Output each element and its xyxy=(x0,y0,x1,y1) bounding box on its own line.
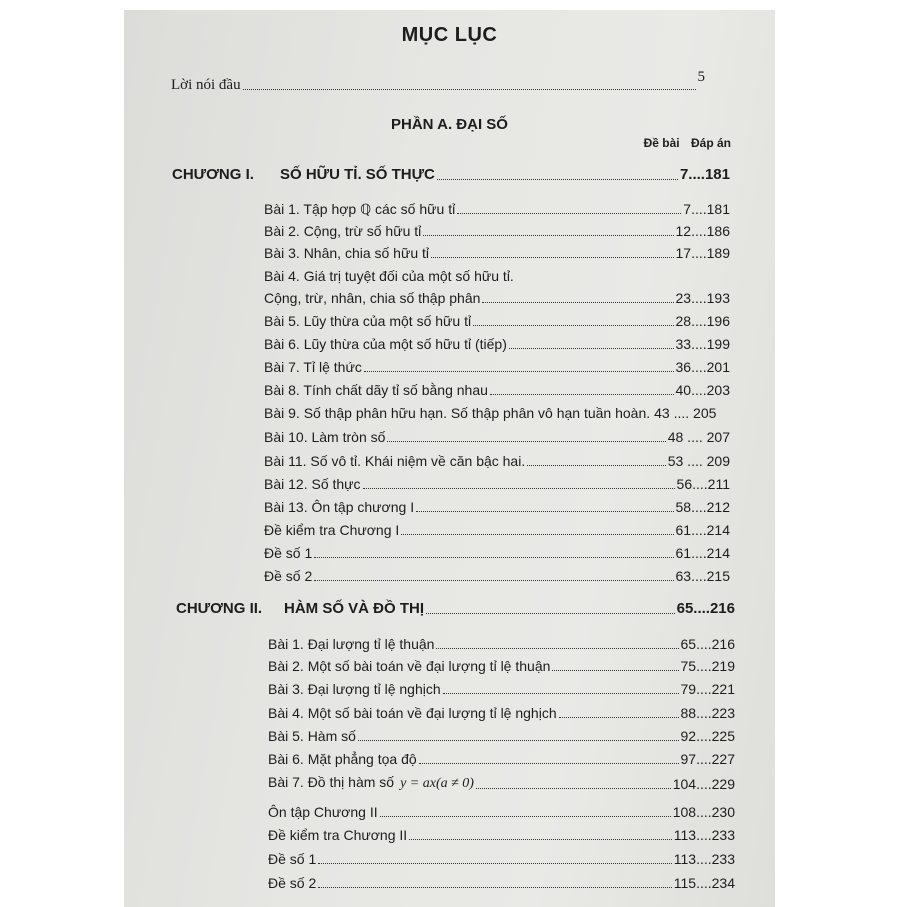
toc-page: 5 xyxy=(697,69,705,85)
dot-leader xyxy=(431,256,673,258)
section-heading: PHẦN A. ĐẠI SỐ xyxy=(391,116,508,133)
dot-leader xyxy=(318,886,672,888)
toc-label: Bài 3. Đại lượng tỉ lệ nghịch xyxy=(268,681,441,697)
toc-chapter-1 xyxy=(172,166,730,184)
toc-label: Cộng, trừ, nhân, chia số thập phân xyxy=(264,290,481,306)
dot-leader xyxy=(387,440,665,442)
toc-label: Bài 9. Số thập phân hữu hạn. Số thập phân vô hạn tuần hoàn. xyxy=(264,405,651,421)
toc-label: Bài 7. Tỉ lệ thức xyxy=(264,359,362,375)
dot-leader xyxy=(473,324,673,326)
toc-page: 58....212 xyxy=(675,499,730,515)
toc-label: Đề kiểm tra Chương I xyxy=(264,522,400,538)
dot-leader xyxy=(358,739,679,741)
dot-leader xyxy=(380,815,671,817)
toc-label: Bài 5. Lũy thừa của một số hữu tỉ xyxy=(264,313,472,329)
column-headers xyxy=(644,136,731,150)
toc-label: Bài 2. Một số bài toán về đại lượng tỉ lệ thuận xyxy=(268,658,551,674)
dot-leader xyxy=(314,556,673,558)
toc-page: 23....193 xyxy=(675,290,730,306)
toc-row-intro xyxy=(171,69,705,94)
toc-label: Bài 12. Số thực xyxy=(264,476,361,492)
dot-leader xyxy=(436,647,678,649)
toc-row xyxy=(268,850,735,868)
toc-page: 65....216 xyxy=(676,600,735,617)
toc-row xyxy=(264,452,730,470)
column-header-answer: Đáp án xyxy=(690,136,731,150)
toc-row xyxy=(268,773,735,793)
toc-label: Bài 2. Cộng, trừ số hữu tỉ xyxy=(264,223,422,239)
chapter-title: SỐ HỮU TỈ. SỐ THỰC xyxy=(280,166,435,183)
toc-page: 104....229 xyxy=(672,776,735,792)
dot-leader xyxy=(401,533,673,535)
chapter-number: CHƯƠNG I. xyxy=(172,166,254,183)
toc-row xyxy=(264,475,730,493)
toc-page: 92....225 xyxy=(680,728,735,744)
toc-page: 12....186 xyxy=(675,223,730,239)
dot-leader xyxy=(559,716,679,718)
toc-row xyxy=(264,312,730,330)
toc-page: 7....181 xyxy=(683,201,730,217)
toc-page: 56....211 xyxy=(676,476,730,492)
dot-leader xyxy=(419,762,679,764)
toc-row xyxy=(268,727,735,745)
toc-row xyxy=(264,498,730,516)
toc-row xyxy=(264,200,730,218)
dot-leader xyxy=(490,393,674,395)
toc-row xyxy=(268,704,735,722)
toc-chapter-2 xyxy=(176,600,735,618)
toc-page: 61....214 xyxy=(675,522,730,538)
dot-leader xyxy=(482,301,673,303)
toc-page: 65....216 xyxy=(680,636,735,652)
toc-row xyxy=(264,544,730,562)
chapter-title: HÀM SỐ VÀ ĐỒ THỊ xyxy=(284,600,425,617)
toc-row xyxy=(268,874,735,892)
toc-row xyxy=(268,803,735,821)
toc-page: 43 .... 205 xyxy=(654,405,717,421)
toc-label: Bài 8. Tính chất dãy tỉ số bằng nhau xyxy=(264,382,488,398)
dot-leader xyxy=(364,370,674,372)
toc-page: 40....203 xyxy=(675,382,730,398)
toc-page: 63....215 xyxy=(675,568,730,584)
toc-page: 33....199 xyxy=(675,336,730,352)
toc-row xyxy=(264,335,730,353)
toc-label: Bài 7. Đồ thị hàm số xyxy=(268,774,395,790)
toc-row xyxy=(268,680,735,698)
toc-label: Bài 10. Làm tròn số xyxy=(264,429,386,445)
toc-label: Bài 1. Đại lượng tỉ lệ thuận xyxy=(268,636,435,652)
toc-page: 115....234 xyxy=(673,875,735,891)
page-title: MỤC LỤC xyxy=(401,24,498,46)
toc-label: Bài 13. Ôn tập chương I xyxy=(264,499,415,515)
toc-row xyxy=(264,521,730,539)
dot-leader xyxy=(437,178,678,180)
toc-label: Lời nói đầu xyxy=(171,77,241,93)
toc-label: Bài 3. Nhân, chia số hữu tỉ xyxy=(264,245,430,261)
toc-page: 88....223 xyxy=(680,705,735,721)
column-header-problem: Đề bài xyxy=(643,136,680,150)
toc-page: 28....196 xyxy=(675,313,730,329)
toc-row xyxy=(264,358,730,376)
dot-leader xyxy=(457,212,681,214)
dot-leader xyxy=(426,612,675,614)
dot-leader xyxy=(527,464,665,466)
toc-page: 75....219 xyxy=(680,658,735,674)
toc-label: Bài 1. Tập hợp ℚ các số hữu tỉ xyxy=(264,201,456,217)
chapter-number: CHƯƠNG II. xyxy=(176,600,263,617)
toc-row xyxy=(264,428,730,446)
toc-page: 113....233 xyxy=(673,827,735,843)
toc-row xyxy=(264,267,730,285)
book-page xyxy=(124,10,775,907)
dot-leader xyxy=(409,838,672,840)
toc-label: Bài 11. Số vô tỉ. Khái niệm về căn bậc hai. xyxy=(264,453,526,469)
toc-label: Đề số 2 xyxy=(268,875,317,891)
toc-row xyxy=(264,222,730,240)
toc-page: 53 .... 209 xyxy=(667,453,730,469)
toc-row xyxy=(264,404,730,422)
toc-row xyxy=(264,381,730,399)
dot-leader xyxy=(552,669,678,671)
dot-leader xyxy=(243,88,696,90)
dot-leader xyxy=(416,510,673,512)
toc-page: 17....189 xyxy=(675,245,730,261)
toc-label: Bài 6. Lũy thừa của một số hữu tỉ (tiếp) xyxy=(264,336,507,352)
toc-label: Bài 4. Một số bài toán về đại lượng tỉ lệ nghịch xyxy=(268,705,557,721)
dot-leader xyxy=(476,787,671,789)
toc-row xyxy=(264,244,730,262)
toc-row xyxy=(268,657,735,675)
dot-leader xyxy=(318,862,672,864)
toc-row xyxy=(264,567,730,585)
toc-row xyxy=(268,826,735,844)
toc-label: Đề số 2 xyxy=(264,568,313,584)
toc-page: 36....201 xyxy=(675,359,730,375)
toc-row xyxy=(264,289,730,307)
dot-leader xyxy=(443,692,679,694)
dot-leader xyxy=(363,487,675,489)
toc-label: Đề kiểm tra Chương II xyxy=(268,827,408,843)
dot-leader xyxy=(423,234,673,236)
formula: y = ax(a ≠ 0) xyxy=(400,776,474,791)
toc-label: Ôn tập Chương II xyxy=(268,804,378,820)
toc-page: 79....221 xyxy=(680,681,735,697)
toc-page: 61....214 xyxy=(675,545,730,561)
toc-label: Bài 4. Giá trị tuyệt đối của một số hữu tỉ. xyxy=(264,268,514,284)
toc-page: 97....227 xyxy=(680,751,735,767)
dot-leader xyxy=(314,579,673,581)
toc-page: 113....233 xyxy=(673,851,735,867)
dot-leader xyxy=(509,347,674,349)
toc-label: Bài 6. Mặt phẳng tọa độ xyxy=(268,751,417,767)
toc-label: Bài 5. Hàm số xyxy=(268,728,356,744)
toc-row xyxy=(268,750,735,768)
toc-page: 7....181 xyxy=(679,166,730,183)
toc-label: Đề số 1 xyxy=(264,545,313,561)
toc-label: Đề số 1 xyxy=(268,851,317,867)
toc-page: 108....230 xyxy=(672,804,735,820)
toc-page: 48 .... 207 xyxy=(667,429,730,445)
toc-row xyxy=(268,635,735,653)
